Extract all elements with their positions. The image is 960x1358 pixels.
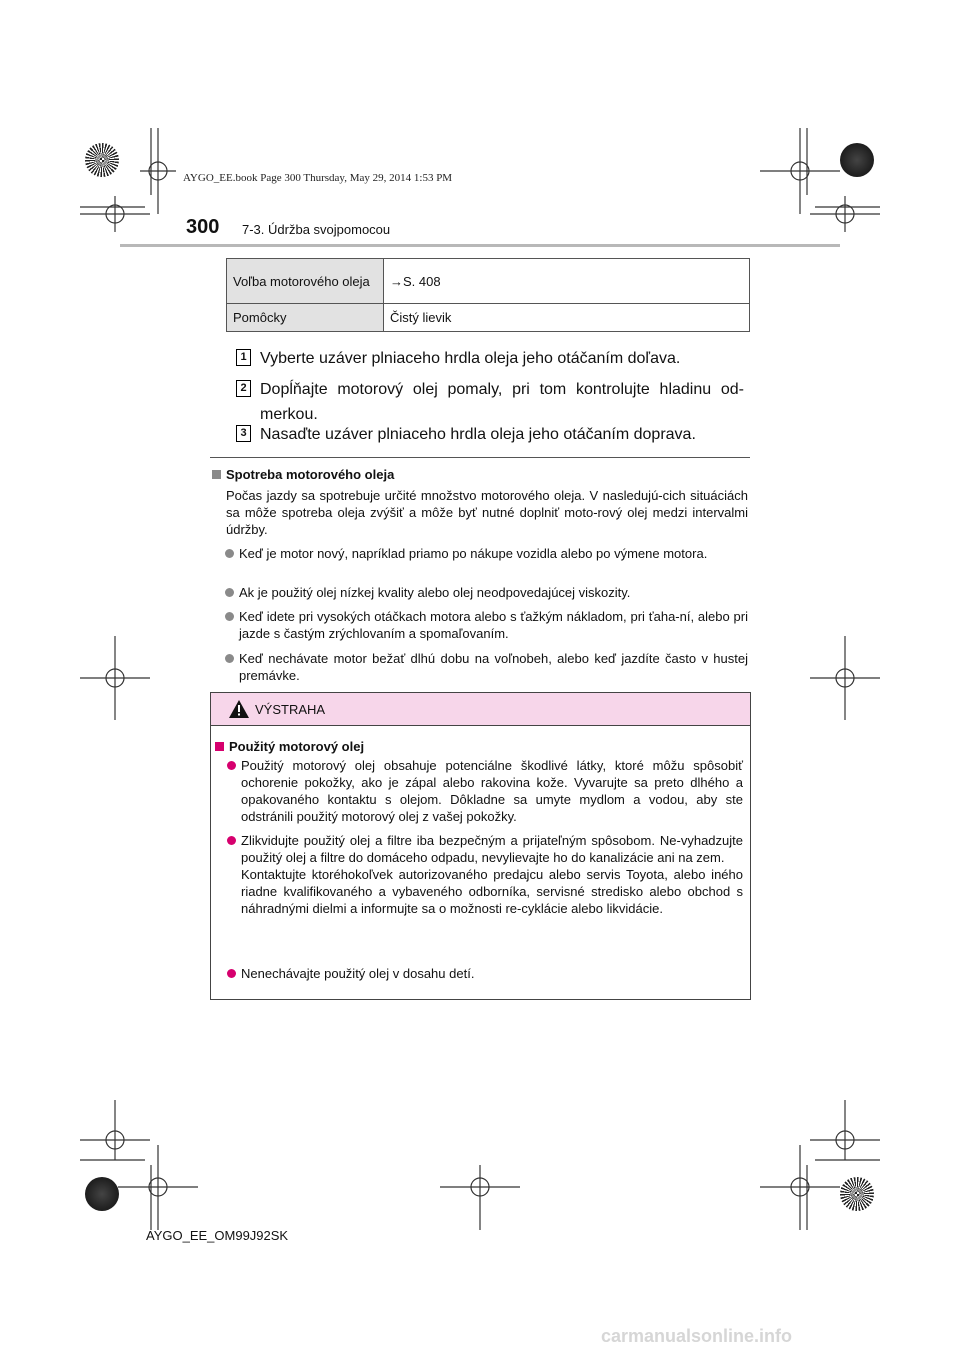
list-item (225, 608, 748, 644)
page-number: 300 (186, 216, 220, 238)
step-text: Nasaďte uzáver plniaceho hrdla oleja jeho otáčaním doprava. (260, 426, 696, 443)
list-item (227, 965, 743, 983)
table-value-link[interactable]: →S. 408 (384, 259, 750, 304)
warning-heading (215, 739, 364, 754)
bullet-icon (227, 761, 236, 770)
book-info: AYGO_EE.book Page 300 Thursday, May 29, 2014 1:53 PM (183, 172, 453, 184)
table-row (227, 259, 750, 304)
step-2 (236, 377, 748, 427)
bullet-text: Ak je použitý olej nízkej kvality alebo olej neodpovedajúcej viskozity. (239, 585, 631, 600)
step-text: Vyberte uzáver plniaceho hrdla oleja jeho otáčaním doľava. (260, 350, 681, 367)
list-item (227, 757, 743, 827)
bullet-text: Keď nechávate motor bežať dlhú dobu na voľnobeh, alebo keď jazdíte často v hustej premávke. (239, 651, 748, 683)
step-3 (236, 422, 748, 448)
bullet-icon (225, 549, 234, 558)
square-bullet-icon (212, 470, 221, 479)
warning-label: VÝSTRAHA (255, 702, 326, 717)
bullet-icon (227, 836, 236, 845)
consumption-heading (212, 467, 394, 482)
table-label: Pomôcky (227, 304, 384, 332)
step-text: Dopĺňajte motorový olej pomaly, pri tom kontrolujte hladinu od-merkou. (260, 381, 744, 423)
bullet-text: Keď idete pri vysokých otáčkach motora alebo s ťažkým nákladom, pri ťaha-ní, alebo pri jazde s častým zrýchlovaním a spomaľovaním. (239, 609, 748, 641)
warning-triangle-icon (229, 700, 249, 718)
header-rule (120, 244, 840, 247)
bullet-text-main: Zlikvidujte použitý olej a filtre iba bezpečným a prijateľným spôsobom. Ne-vyhadzujte použitý olej a filtre do domáceho odpadu, nevylievajte ho do kanalizácie ani na zem. (241, 833, 743, 865)
warning-box (210, 692, 751, 1000)
bullet-text (241, 832, 743, 917)
spec-table (226, 258, 750, 332)
step-number: 2 (236, 380, 251, 397)
table-row (227, 304, 750, 332)
section-divider (210, 457, 750, 458)
bullet-text-contact: Kontaktujte ktoréhokoľvek autorizovaného predajcu alebo servis Toyota, alebo iného riadne kvalifikovaného a vybaveného odborníka, servisné stredisko alebo obchod s náhradnými dielmi a informujte sa o možnosti re-cyklácie alebo likvidácie. (241, 867, 743, 916)
watermark: carmanualsonline.info (601, 1326, 793, 1346)
step-1 (236, 346, 748, 372)
bullet-icon (225, 588, 234, 597)
list-item (227, 832, 743, 960)
bullet-text: Keď je motor nový, napríklad priamo po nákupe vozidla alebo po výmene motora. (239, 546, 708, 561)
table-value: Čistý lievik (384, 304, 750, 332)
bullet-text: Použitý motorový olej obsahuje potenciálne škodlivé látky, ktoré môžu spôsobiť ochorenie pokožky, ako je zápal alebo rakovina kože. Vyvarujte sa preto dlhého a opakovaného kontaktu s olejom. Dôkladne sa umyte mydlom a vodou, aby ste odstránili použitý motorový olej z vašej pokožky. (241, 758, 743, 824)
square-bullet-icon (215, 742, 224, 751)
step-number: 3 (236, 425, 251, 442)
warning-header (211, 693, 750, 726)
heading-text: Spotreba motorového oleja (226, 467, 395, 482)
list-item (225, 584, 748, 602)
bullet-text: Nenechávajte použitý olej v dosahu detí. (241, 966, 475, 981)
list-item (225, 545, 748, 581)
list-item (225, 650, 748, 686)
document-code: AYGO_EE_OM99J92SK (146, 1228, 289, 1243)
heading-text: Použitý motorový olej (229, 739, 365, 754)
bullet-icon (227, 969, 236, 978)
section-title: 7-3. Údržba svojpomocou (242, 222, 391, 237)
consumption-intro: Počas jazdy sa spotrebuje určité množstvo motorového oleja. V nasledujú-cich situáciách sa môže spotreba oleja zvýšiť a môže byť nutné doplniť moto-rový olej medzi intervalmi údržby. (226, 488, 748, 537)
bullet-icon (225, 654, 234, 663)
bullet-icon (225, 612, 234, 621)
table-label: Voľba motorového oleja (227, 259, 384, 304)
step-number: 1 (236, 349, 251, 366)
